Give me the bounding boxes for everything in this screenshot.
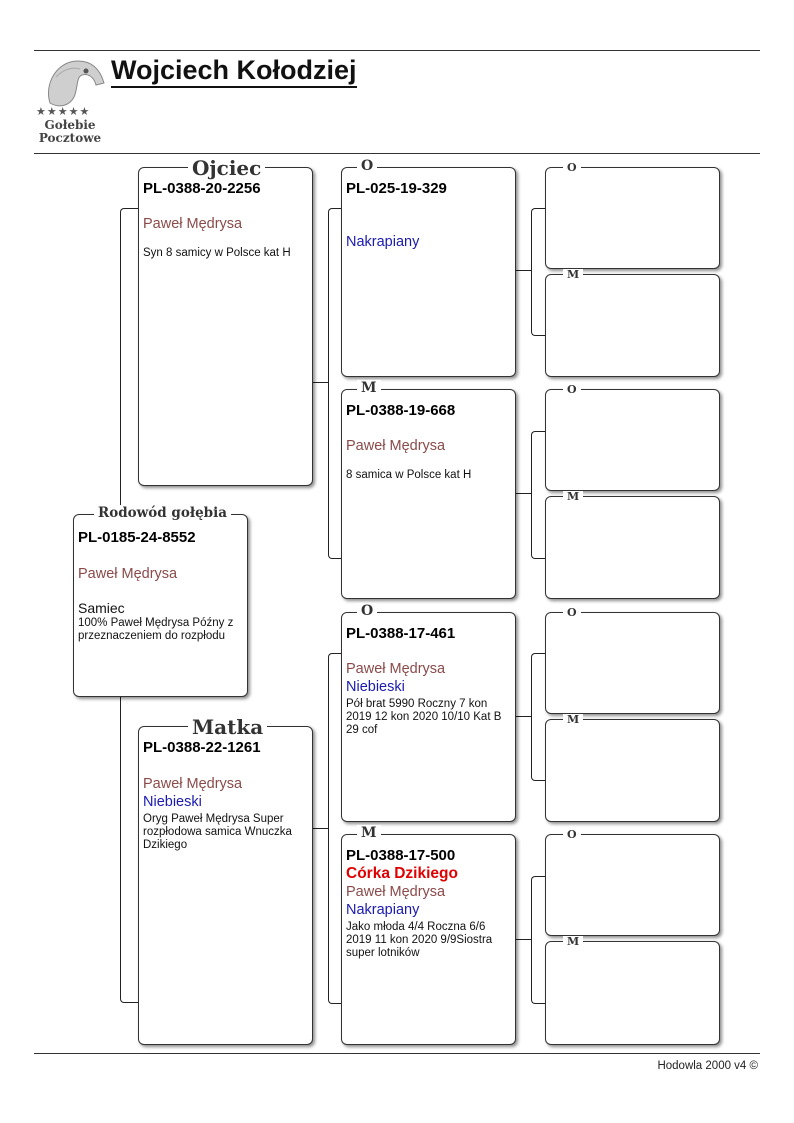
ggp-card-6[interactable] [545, 719, 720, 822]
gp-fm-label: M [357, 380, 381, 396]
mother-card[interactable] [138, 726, 313, 1045]
footer-rule [34, 1053, 760, 1054]
gp-mm-color: Nakrapiany [346, 902, 420, 918]
connector-subject-father [120, 208, 140, 516]
connector-gp2-stub [515, 493, 531, 494]
mother-note: Oryg Paweł Mędrysa Super rozpłodowa samica Wnuczka Dzikiego [143, 813, 292, 851]
gp-mm-ring: PL-0388-17-500 [346, 847, 456, 864]
ggp-card-7[interactable] [545, 834, 720, 936]
connector-mother-stub [312, 828, 328, 829]
ggp-label-3: O [563, 384, 581, 396]
ggp-label-4: M [563, 491, 583, 503]
connector-father-stub [312, 382, 328, 383]
gp-ff-ring: PL-025-19-329 [346, 180, 447, 197]
connector-subject-mother [120, 695, 140, 1003]
footer-credit: Hodowla 2000 v4 © [657, 1060, 758, 1072]
ggp-card-8[interactable] [545, 941, 720, 1045]
connector-gp1-stub [515, 270, 531, 271]
ggp-label-2: M [563, 269, 583, 281]
gp-mm-label: M [357, 825, 381, 841]
connector-gp4-ggp [531, 876, 546, 1004]
ggp-card-4[interactable] [545, 496, 720, 599]
logo [34, 55, 106, 147]
subject-sex: Samiec [78, 600, 125, 616]
logo-stars: ★★★★★ [36, 106, 91, 118]
grandfather-maternal-card[interactable] [341, 612, 516, 822]
gp-ff-color: Nakrapiany [346, 234, 420, 250]
ggp-label-8: M [563, 936, 583, 948]
ggp-card-1[interactable] [545, 167, 720, 269]
gp-fm-note: 8 samica w Polsce kat H [346, 469, 472, 481]
gp-mf-note: Pół brat 5990 Roczny 7 kon 2019 12 kon 2020 10/10 Kat B 29 cof [346, 698, 502, 736]
gp-fm-ring: PL-0388-19-668 [346, 402, 456, 419]
connector-gp1-ggp [531, 208, 546, 336]
grandmother-maternal-card[interactable] [341, 834, 516, 1045]
owner-name: Wojciech Kołodziej [111, 54, 357, 88]
father-breeder: Paweł Mędrysa [143, 216, 243, 232]
top-rule [34, 50, 760, 51]
gp-mf-ring: PL-0388-17-461 [346, 625, 456, 642]
gp-mf-breeder: Paweł Mędrysa [346, 661, 446, 677]
header-rule [34, 153, 760, 154]
mother-label: Matka [188, 715, 267, 739]
grandfather-paternal-card[interactable] [341, 167, 516, 377]
ggp-label-6: M [563, 714, 583, 726]
gp-mm-breeder: Paweł Mędrysa [346, 884, 446, 900]
gp-mm-note: Jako młoda 4/4 Roczna 6/6 2019 11 kon 2020 9/9Siostra super lotników [346, 921, 493, 959]
subject-label: Rodowód gołębia [94, 505, 231, 522]
ggp-label-1: O [563, 162, 581, 174]
gp-fm-breeder: Paweł Mędrysa [346, 438, 446, 454]
ggp-label-7: O [563, 829, 581, 841]
subject-breeder: Paweł Mędrysa [78, 566, 178, 582]
gp-mm-title: Córka Dzikiego [346, 865, 458, 882]
father-label: Ojciec [188, 156, 265, 180]
subject-card[interactable] [73, 514, 248, 697]
connector-gp4-stub [515, 939, 531, 940]
ggp-card-5[interactable] [545, 612, 720, 714]
father-ring: PL-0388-20-2256 [143, 180, 261, 197]
logo-text: Gołebie Pocztowe [38, 118, 102, 145]
connector-gp3-stub [515, 716, 531, 717]
gp-ff-label: O [357, 158, 377, 174]
connector-gp3-ggp [531, 653, 546, 781]
gp-mf-label: O [357, 603, 377, 619]
subject-note: 100% Paweł Mędrysa Późny z przeznaczeniem do rozpłodu [78, 617, 234, 642]
ggp-label-5: O [563, 607, 581, 619]
ggp-card-2[interactable] [545, 274, 720, 377]
subject-ring: PL-0185-24-8552 [78, 529, 196, 546]
father-note: Syn 8 samicy w Polsce kat H [143, 247, 291, 259]
mother-color: Niebieski [143, 794, 202, 810]
father-card[interactable] [138, 167, 313, 486]
ggp-card-3[interactable] [545, 389, 720, 491]
mother-breeder: Paweł Mędrysa [143, 776, 243, 792]
gp-mf-color: Niebieski [346, 679, 405, 695]
grandmother-paternal-card[interactable] [341, 389, 516, 599]
mother-ring: PL-0388-22-1261 [143, 739, 261, 756]
connector-gp2-ggp [531, 431, 546, 559]
